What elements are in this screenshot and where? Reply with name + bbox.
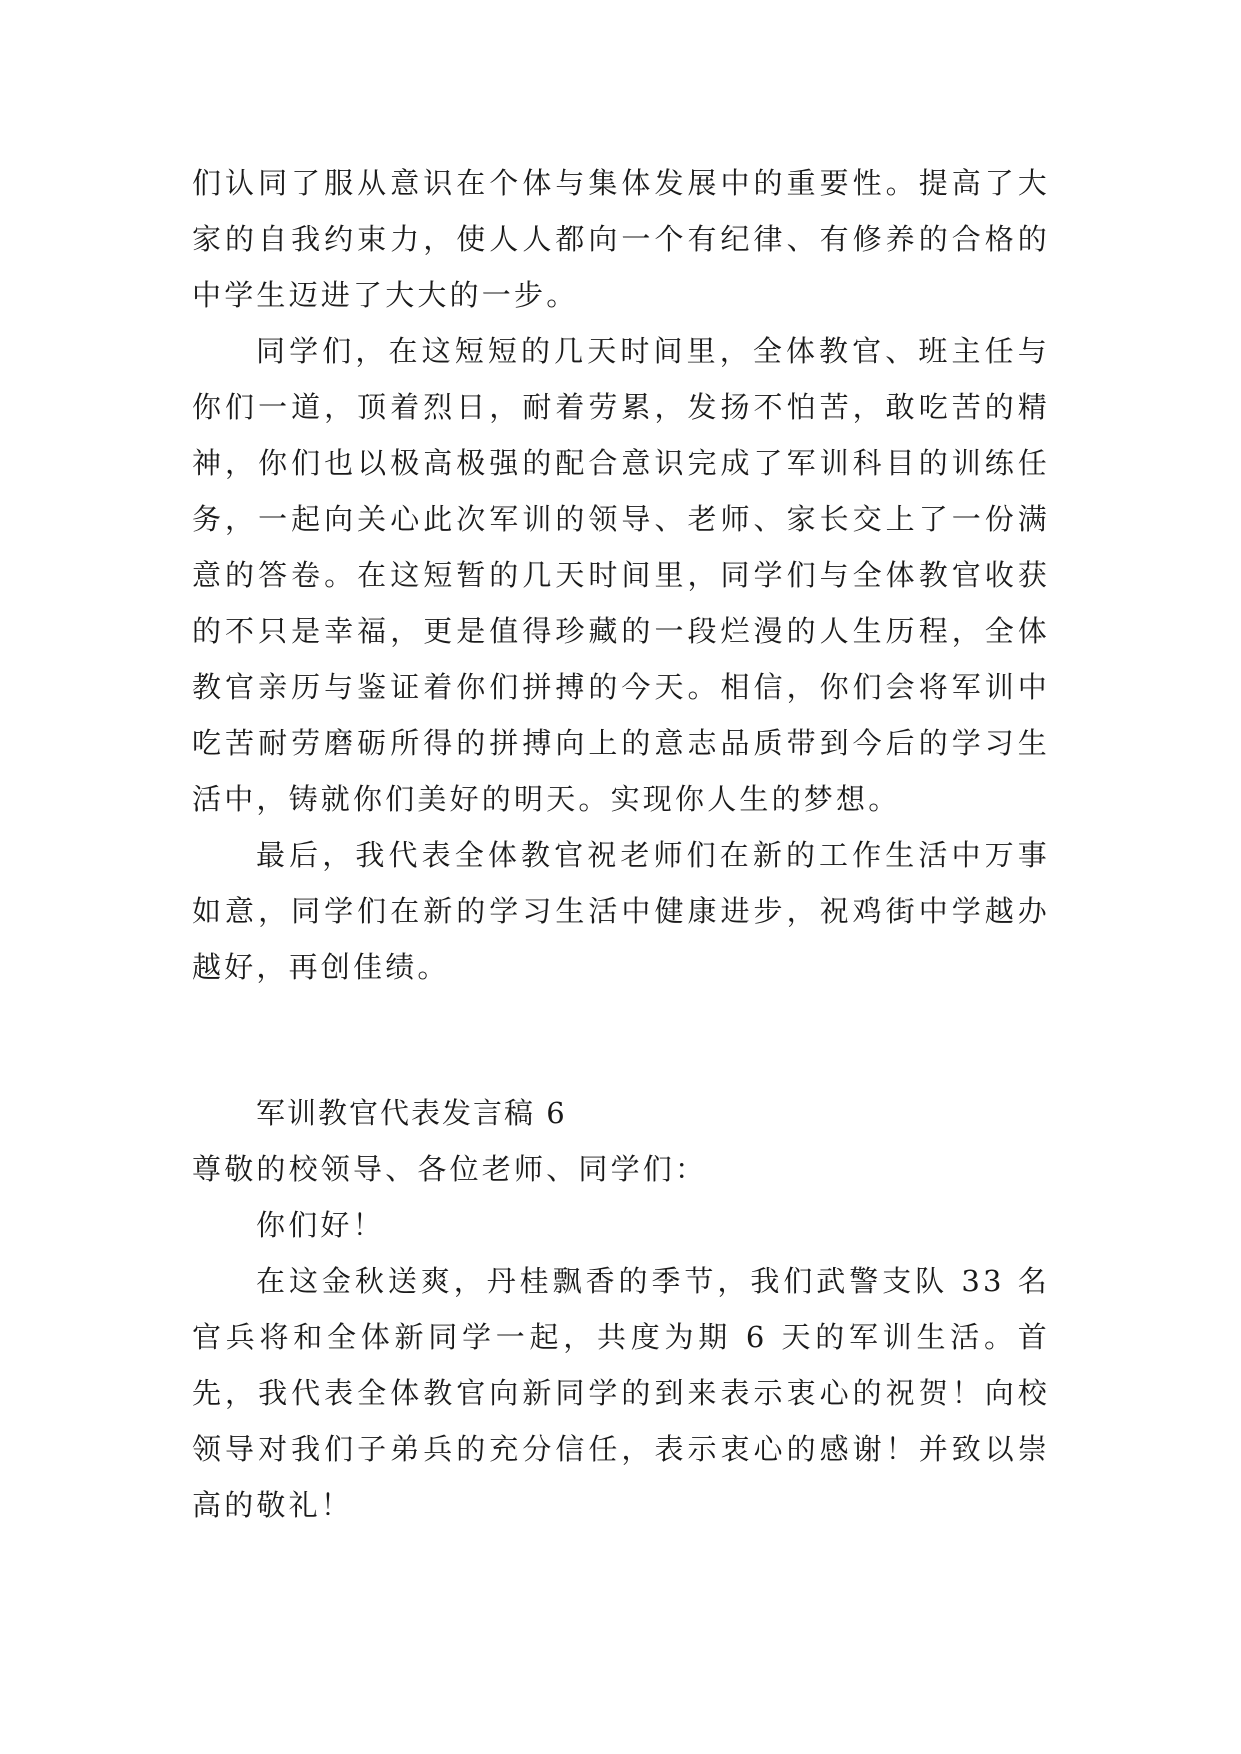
salutation: 尊敬的校领导、各位老师、同学们： xyxy=(192,1152,708,1186)
section-title: 军训教官代表发言稿 6 xyxy=(256,1096,567,1130)
continued-paragraph: 们认同了服从意识在个体与集体发展中的重要性。提高了大家的自我约束力，使人人都向一个有纪律、有修养的合格的中学生迈进了大大的一步。 xyxy=(192,166,1050,312)
paragraph-closing-wishes: 最后，我代表全体教官祝老师们在新的工作生活中万事如意，同学们在新的学习生活中健康进步，祝鸡街中学越办越好，再创佳绩。 xyxy=(192,838,1050,984)
paragraph-opening-remarks: 在这金秋送爽，丹桂飘香的季节，我们武警支队 33 名官兵将和全体新同学一起，共度为期 6 天的军训生活。首先，我代表全体教官向新同学的到来表示衷心的祝贺！向校领导对我们子弟兵的充分信任，表示衷心的感谢！并致以崇高的敬礼！ xyxy=(192,1264,1050,1522)
paragraph-training-recap: 同学们，在这短短的几天时间里，全体教官、班主任与你们一道，顶着烈日，耐着劳累，发扬不怕苦，敢吃苦的精神，你们也以极高极强的配合意识完成了军训科目的训练任务，一起向关心此次军训的领导、老师、家长交上了一份满意的答卷。在这短暂的几天时间里，同学们与全体教官收获的不只是幸福，更是值得珍藏的一段烂漫的人生历程，全体教官亲历与鉴证着你们拼搏的今天。相信，你们会将军训中吃苦耐劳磨砺所得的拼搏向上的意志品质带到今后的学习生活中，铸就你们美好的明天。实现你人生的梦想。 xyxy=(192,334,1050,816)
text-block-top xyxy=(192,155,1050,995)
greeting: 你们好！ xyxy=(256,1208,385,1242)
text-block-section-6 xyxy=(192,1085,1050,1533)
